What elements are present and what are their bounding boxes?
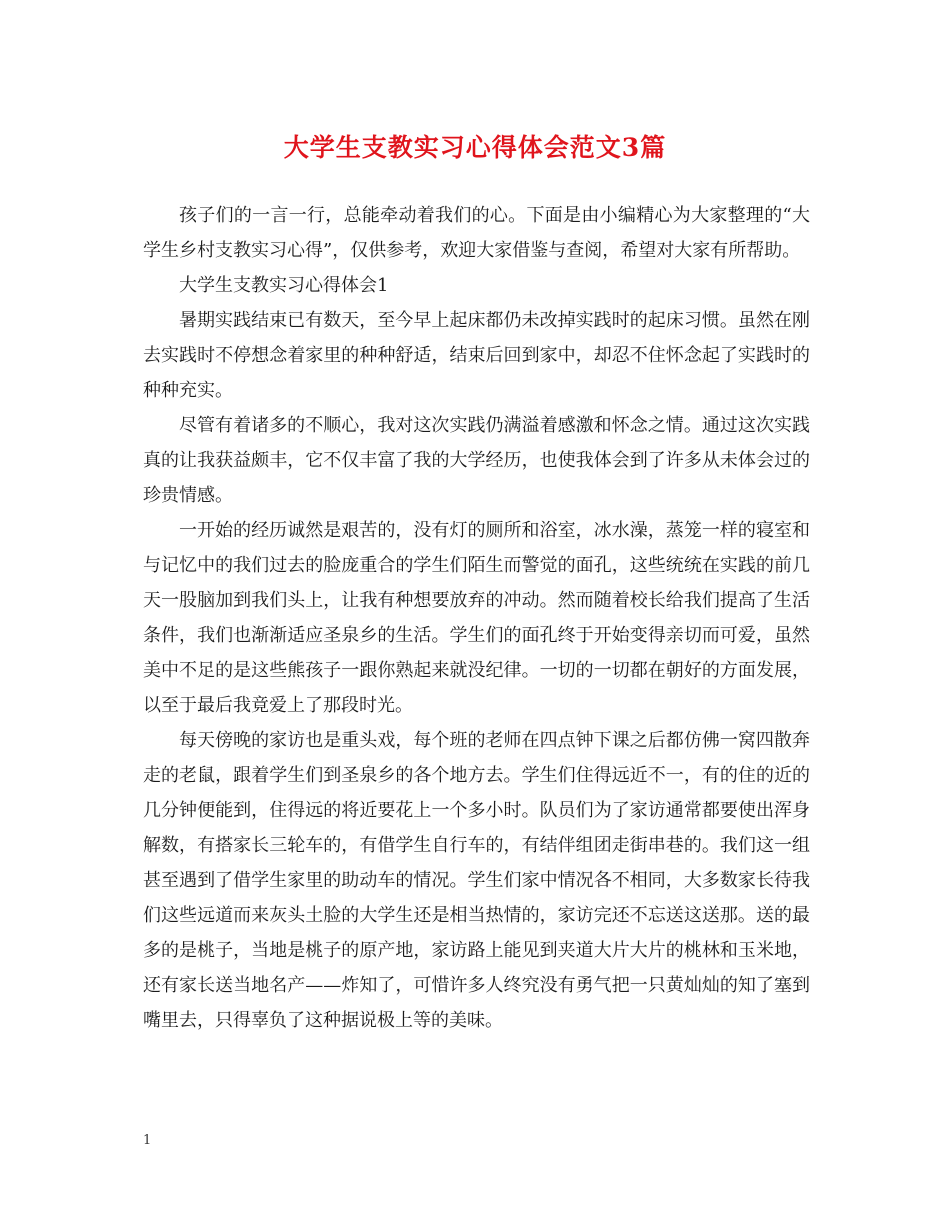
document-body <box>143 198 810 1038</box>
section-heading: 大学生支教实习心得体会1 <box>179 275 389 296</box>
body-paragraph: 暑期实践结束已有数天，至今早上起床都仍未改掉实践时的起床习惯。虽然在刚去实践时不停想念着家里的种种舒适，结束后回到家中，却忍不住怀念起了实践时的种种充实。 <box>143 310 810 401</box>
body-paragraph: 尽管有着诸多的不顺心，我对这次实践仍满溢着感激和怀念之情。通过这次实践真的让我获益颇丰，它不仅丰富了我的大学经历，也使我体会到了许多从未体会过的珍贵情感。 <box>143 415 810 506</box>
page-number: 1 <box>143 1133 152 1148</box>
document-title: 大学生支教实习心得体会范文3篇 <box>283 133 667 162</box>
intro-paragraph: 孩子们的一言一行，总能牵动着我们的心。下面是由小编精心为大家整理的“大学生乡村支教实习心得”，仅供参考，欢迎大家借鉴与查阅，希望对大家有所帮助。 <box>143 205 810 261</box>
body-paragraph: 一开始的经历诚然是艰苦的，没有灯的厕所和浴室，冰水澡，蒸笼一样的寝室和与记忆中的我们过去的脸庞重合的学生们陌生而警觉的面孔，这些统统在实践的前几天一股脑加到我们头上，让我有种想要放弃的冲动。然而随着校长给我们提高了生活条件，我们也渐渐适应圣泉乡的生活。学生们的面孔终于开始变得亲切而可爱，虽然美中不足的是这些熊孩子一跟你熟起来就没纪律。一切的一切都在朝好的方面发展，以至于最后我竟爱上了那段时光。 <box>143 520 810 716</box>
body-paragraph: 每天傍晚的家访也是重头戏，每个班的老师在四点钟下课之后都仿佛一窝四散奔走的老鼠，跟着学生们到圣泉乡的各个地方去。学生们住得远近不一，有的住的近的几分钟便能到，住得远的将近要花上一个多小时。队员们为了家访通常都要使出浑身解数，有搭家长三轮车的，有借学生自行车的，有结伴组团走街串巷的。我们这一组甚至遇到了借学生家里的助动车的情况。学生们家中情况各不相同，大多数家长待我们这些远道而来灰头土脸的大学生还是相当热情的，家访完还不忘送这送那。送的最多的是桃子，当地是桃子的原产地，家访路上能见到夹道大片大片的桃林和玉米地，还有家长送当地名产——炸知了，可惜许多人终究没有勇气把一只黄灿灿的知了塞到嘴里去，只得辜负了这种据说极上等的美味。 <box>143 730 810 1031</box>
